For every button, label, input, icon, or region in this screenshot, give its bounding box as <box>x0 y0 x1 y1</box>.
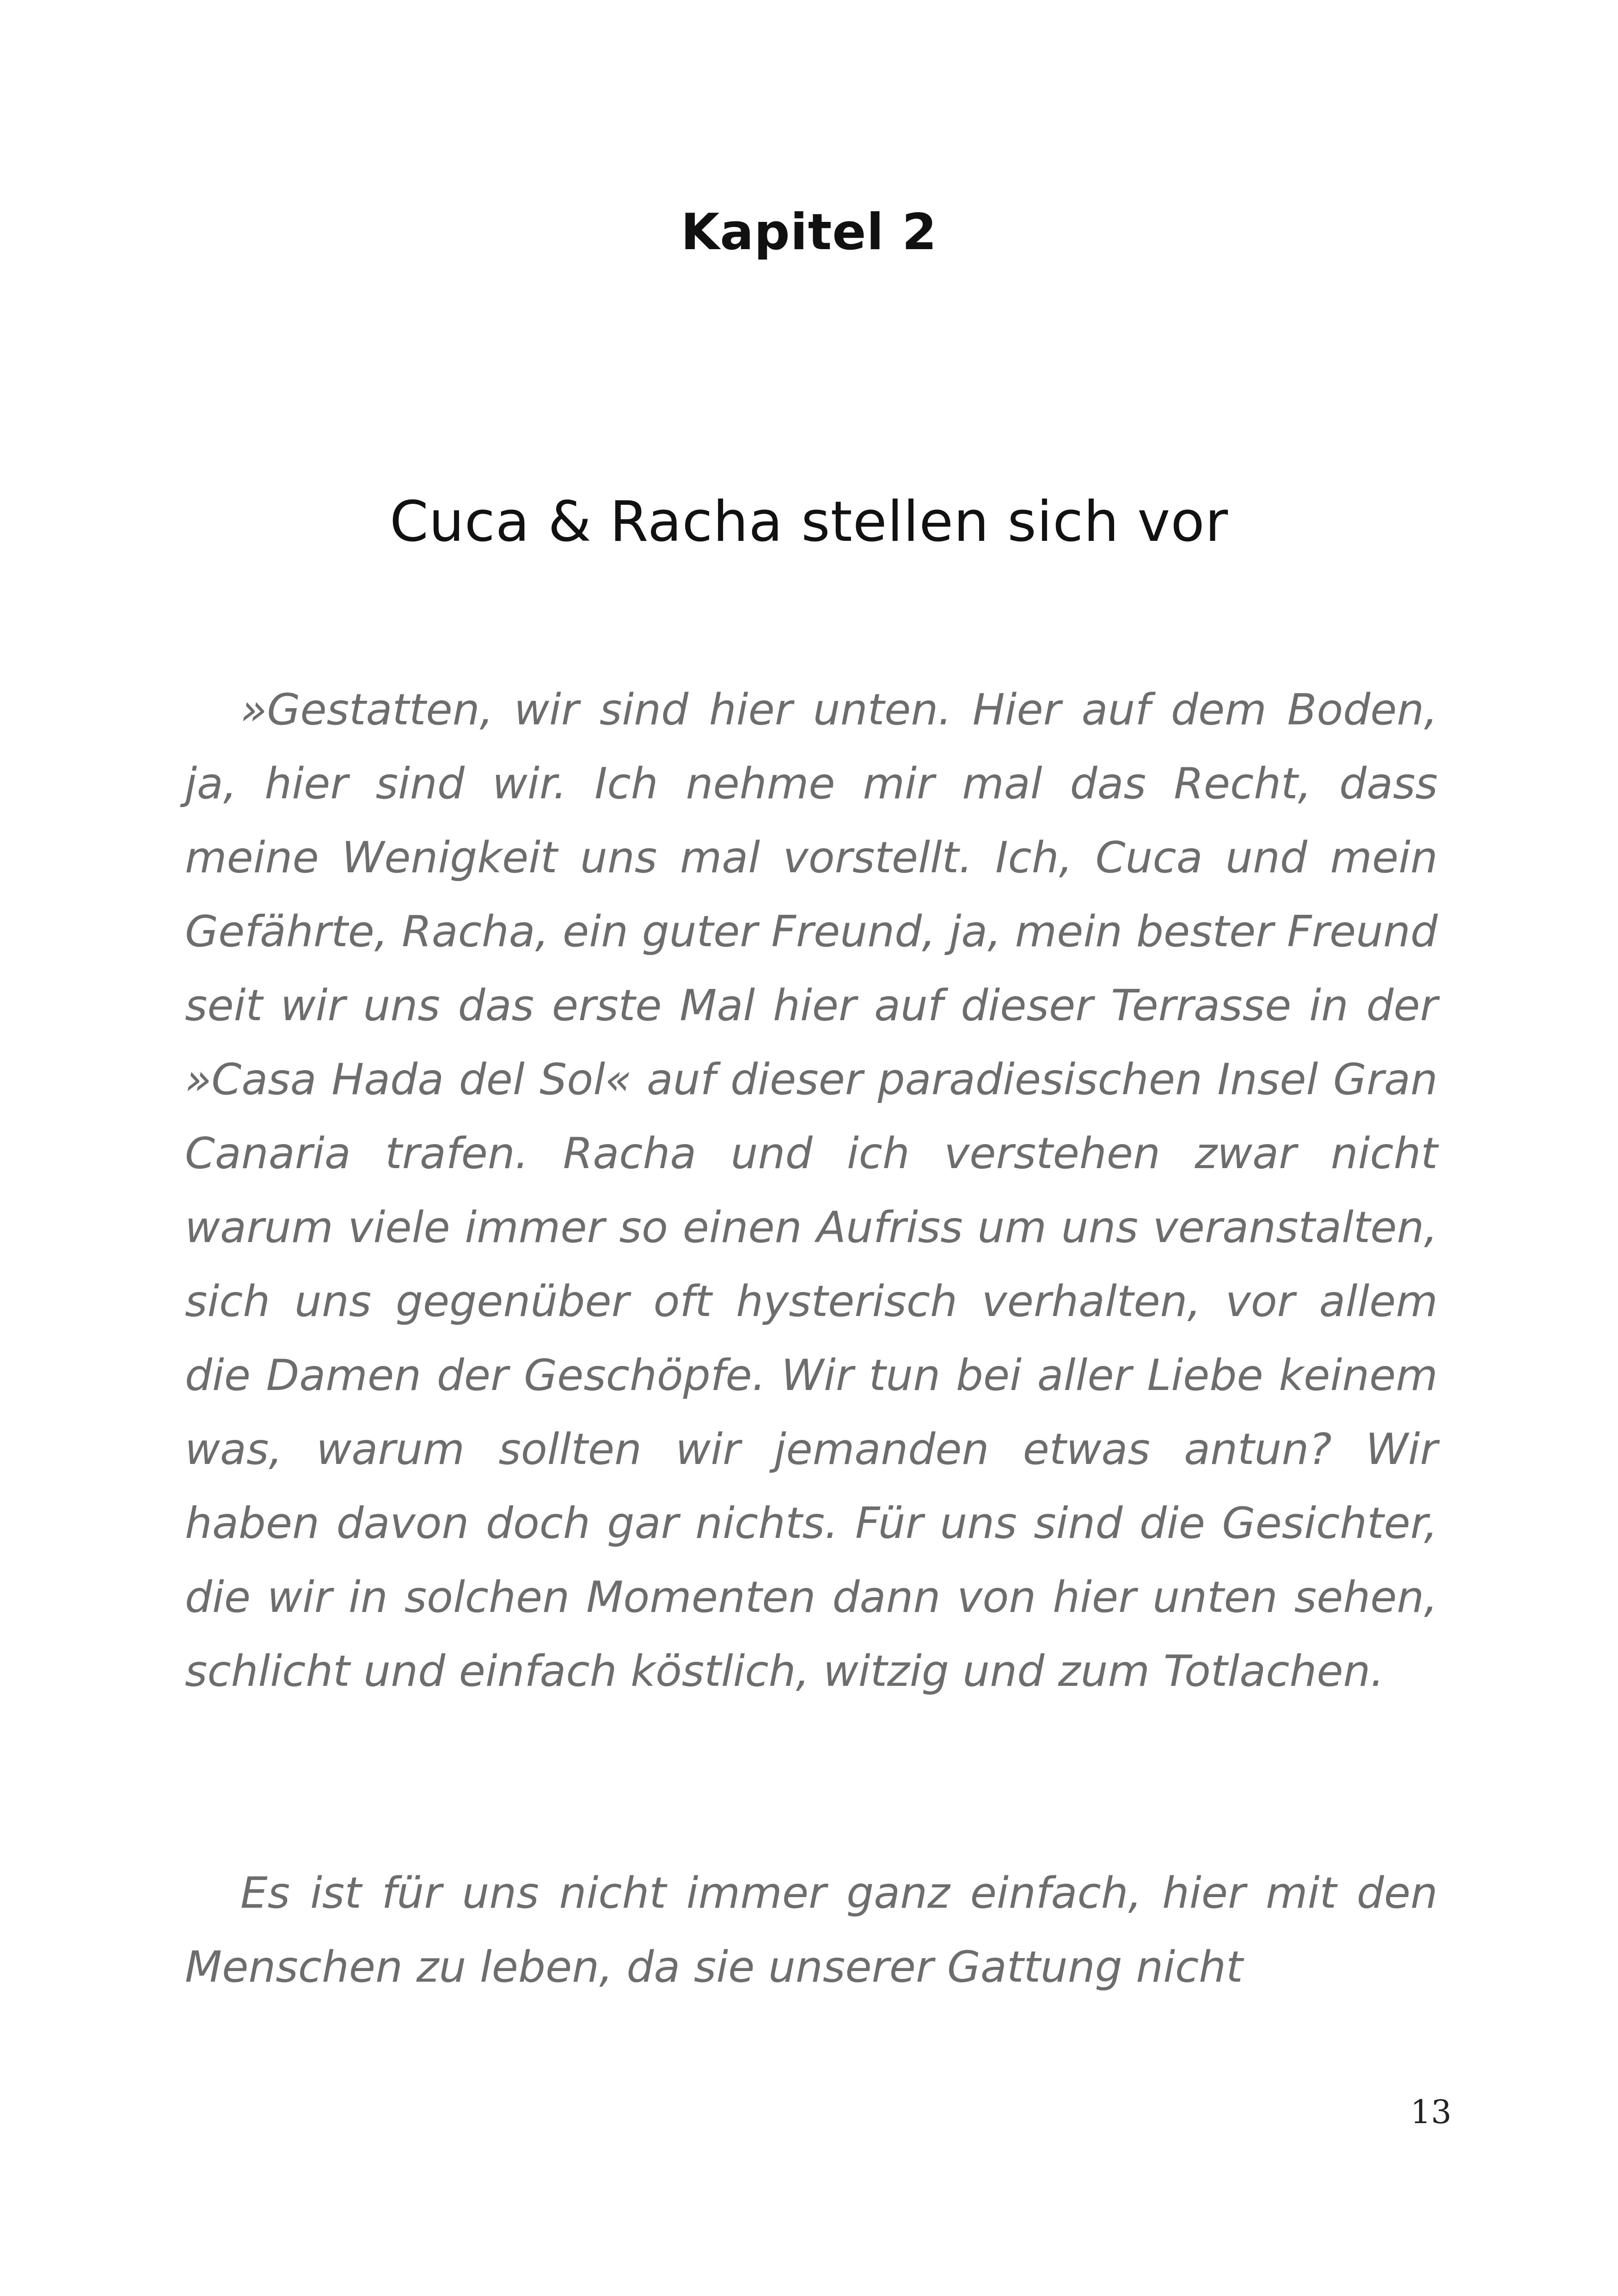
chapter-label: Kapitel 2 <box>680 203 938 261</box>
chapter-title: Cuca & Racha stellen sich vor <box>389 490 1229 554</box>
body-paragraph: »Gestatten, wir sind hier unten. Hier auf dem Boden, ja, hier sind wir. Ich nehme mir mal das Recht, dass meine Wenigkeit uns mal vorstellt. Ich, Cuca und mein Gefährte, Racha, ein guter Freund, ja, mein bester Freund seit wir uns das erste Mal hier auf dieser Terrasse in der »Casa Hada del Sol« auf dieser paradiesischen Insel Gran Canaria trafen. Racha und ich verstehen zwar nicht warum viele immer so einen Aufriss um uns veranstalten, sich uns gegenüber oft hysterisch verhalten, vor allem die Damen der Geschöpfe. Wir tun bei aller Liebe keinem was, warum sollten wir jemanden etwas antun? Wir haben davon doch gar nichts. Für uns sind die Gesichter, die wir in solchen Momenten dann von hier unten sehen, schlicht und einfach köstlich, witzig und zum Totlachen. <box>185 685 1438 1696</box>
page-number: 13 <box>1410 2093 1452 2131</box>
body-paragraph: Es ist für uns nicht immer ganz einfach, hier mit den Menschen zu leben, da sie unserer Gattung nicht <box>185 1868 1438 1992</box>
